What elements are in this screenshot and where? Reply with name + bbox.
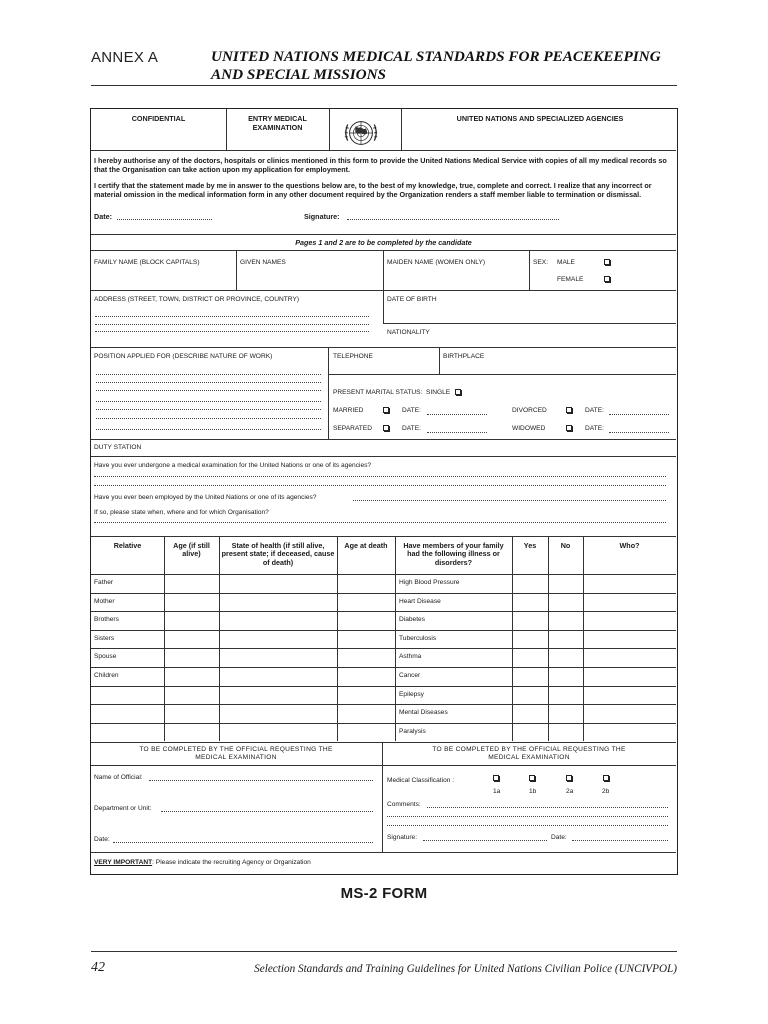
yes-cell[interactable] — [513, 687, 547, 704]
confidential-label: CONFIDENTIAL — [131, 114, 186, 123]
illness-label: Paralysis — [399, 727, 426, 735]
separated-label: SEPARATED — [333, 425, 372, 432]
annex-label: ANNEX A — [91, 49, 159, 66]
comments-line[interactable] — [427, 807, 668, 808]
question-exam: Have you ever undergone a medical examination for the United Nations or one of its agencies? — [94, 462, 372, 469]
authorise-text: I hereby authorise any of the doctors, hospitals or clinics mentioned in this form to provide the United Nations Medical Service with copies of all my medical records so that the Organisation can take action upon my application for employment. — [94, 156, 667, 174]
divider — [329, 109, 330, 150]
divider — [382, 742, 383, 852]
ms-form-title: MS-2 FORM — [340, 885, 428, 902]
illness-label: Epilepsy — [399, 690, 424, 698]
date-right-line[interactable] — [572, 840, 668, 841]
given-names-label: GIVEN NAMES — [240, 259, 286, 266]
table-column-divider — [164, 536, 165, 741]
un-agencies-label: UNITED NATIONS AND SPECIALIZED AGENCIES — [456, 114, 624, 123]
divider — [91, 536, 676, 537]
answer-line[interactable] — [94, 485, 666, 486]
footer-rule — [91, 951, 677, 952]
divider — [91, 290, 676, 291]
relative-label: Spouse — [94, 653, 117, 661]
address-line[interactable] — [95, 324, 369, 325]
no-cell[interactable] — [549, 594, 582, 611]
date-label: Date: — [94, 212, 112, 221]
divider — [91, 234, 676, 235]
no-cell[interactable] — [549, 705, 582, 722]
table-row-divider — [91, 704, 676, 705]
yes-cell[interactable] — [513, 649, 547, 666]
widowed-checkbox[interactable] — [566, 425, 572, 431]
marital-status-label: PRESENT MARITAL STATUS: — [333, 389, 423, 396]
footer-text: Selection Standards and Training Guidelines for United Nations Civilian Police (UNCIVPOL) — [254, 963, 677, 975]
divider — [383, 323, 676, 324]
divider — [91, 852, 676, 853]
question-employed: Have you ever been employed by the United Nations or one of its agencies? — [94, 494, 317, 501]
table-column-divider — [583, 536, 584, 741]
married-label: MARRIED — [333, 407, 364, 414]
yes-cell[interactable] — [513, 631, 547, 648]
relative-label: Sisters — [94, 634, 115, 642]
signature-line[interactable] — [347, 219, 559, 220]
department-line[interactable] — [161, 811, 373, 812]
name-official-label: Name of Official: — [94, 774, 143, 781]
divider — [91, 765, 676, 766]
table-column-divider — [337, 536, 338, 741]
single-label: SINGLE — [426, 389, 451, 396]
divorced-checkbox[interactable] — [566, 407, 572, 413]
female-checkbox[interactable] — [604, 276, 610, 282]
table-header-age: Age (if still alive) — [173, 541, 210, 559]
table-header-no: No — [560, 541, 571, 550]
divider — [236, 250, 237, 290]
illness-label: Tuberculosis — [399, 634, 437, 642]
single-checkbox[interactable] — [455, 389, 461, 395]
divorced-date-line[interactable] — [609, 414, 669, 415]
table-row-divider — [91, 630, 676, 631]
answer-line[interactable] — [353, 500, 666, 501]
medical-form — [90, 108, 678, 875]
address-label: ADDRESS (STREET, TOWN, DISTRICT OR PROVINCE, COUNTRY) — [94, 296, 300, 303]
yes-cell[interactable] — [513, 612, 547, 629]
very-important-text: : Please indicate the recruiting Agency or Organization — [152, 859, 311, 866]
position-line[interactable] — [96, 418, 321, 419]
date-line[interactable] — [117, 219, 212, 220]
no-cell[interactable] — [549, 612, 582, 629]
divider — [439, 347, 440, 374]
class-1b-checkbox[interactable] — [529, 775, 535, 781]
answer-line[interactable] — [94, 522, 666, 523]
address-line[interactable] — [95, 331, 369, 332]
table-row-divider — [91, 648, 676, 649]
relative-label: Father — [94, 579, 114, 586]
relative-label: Children — [94, 672, 119, 679]
yes-cell[interactable] — [513, 594, 547, 611]
table-row-divider — [91, 593, 676, 594]
married-date-line[interactable] — [427, 414, 487, 415]
divider — [91, 439, 676, 440]
sex-label: SEX: — [533, 259, 549, 266]
class-1b-label: 1b — [529, 788, 537, 795]
class-1a-label: 1a — [493, 788, 501, 795]
male-checkbox[interactable] — [604, 259, 610, 265]
date-official-line[interactable] — [113, 842, 373, 843]
signature-official-line[interactable] — [423, 840, 547, 841]
class-2b-checkbox[interactable] — [603, 775, 609, 781]
illness-label: Asthma — [399, 653, 422, 661]
yes-cell[interactable] — [513, 668, 547, 685]
class-1a-checkbox[interactable] — [493, 775, 499, 781]
nationality-label: NATIONALITY — [387, 329, 430, 336]
page-number: 42 — [91, 960, 105, 975]
yes-cell[interactable] — [513, 575, 547, 592]
date-right-label: Date: — [551, 834, 567, 841]
illness-label: Cancer — [399, 672, 421, 679]
illness-label: Mental Diseases — [399, 709, 448, 717]
name-official-line[interactable] — [149, 780, 373, 781]
divider — [91, 742, 676, 743]
divorced-label: DIVORCED — [512, 407, 547, 414]
no-cell[interactable] — [549, 724, 582, 741]
table-row-divider — [91, 686, 676, 687]
table-header-yes: Yes — [523, 541, 537, 550]
table-header-relative: Relative — [113, 541, 142, 550]
position-line[interactable] — [96, 409, 321, 410]
position-line[interactable] — [96, 390, 321, 391]
position-line[interactable] — [96, 374, 321, 375]
entry-exam-label: ENTRY MEDICAL EXAMINATION — [248, 114, 307, 132]
official-left-header: TO BE COMPLETED BY THE OFFICIAL REQUESTING THE MEDICAL EXAMINATION — [139, 746, 333, 761]
table-header-who: Who? — [619, 541, 640, 550]
no-cell[interactable] — [549, 575, 582, 592]
yes-cell[interactable] — [513, 724, 547, 741]
male-label: MALE — [557, 259, 575, 266]
duty-station-label: DUTY STATION — [94, 444, 142, 451]
illness-label: Diabetes — [399, 616, 426, 624]
table-header-divider — [91, 574, 676, 575]
class-2a-checkbox[interactable] — [566, 775, 572, 781]
comments-line[interactable] — [387, 816, 668, 817]
widowed-label: WIDOWED — [512, 425, 546, 432]
very-important-label: VERY IMPORTANT — [94, 859, 153, 866]
question-ifso: If so, please state when, where and for which Organisation? — [94, 509, 269, 516]
widowed-date-label: DATE: — [585, 425, 604, 432]
no-cell[interactable] — [549, 668, 582, 685]
married-date-label: DATE: — [402, 407, 421, 414]
table-row-divider — [91, 667, 676, 668]
table-header-state: State of health (if still alive, present state; if deceased, cause of death) — [221, 541, 335, 567]
comments-label: Comments: — [387, 801, 421, 808]
family-name-label: FAMILY NAME (BLOCK CAPITALS) — [94, 259, 200, 266]
position-line[interactable] — [96, 382, 321, 383]
divider — [328, 374, 676, 375]
separated-date-line[interactable] — [427, 432, 487, 433]
signature-label: Signature: — [304, 212, 340, 221]
no-cell[interactable] — [549, 631, 582, 648]
date-official-label: Date: — [94, 836, 110, 843]
table-header-members: Have members of your family had the following illness or disorders? — [403, 541, 504, 567]
divider — [383, 250, 384, 323]
position-line[interactable] — [96, 401, 321, 402]
female-label: FEMALE — [557, 276, 584, 283]
divorced-date-label: DATE: — [585, 407, 604, 414]
relative-label: Brothers — [94, 616, 119, 624]
widowed-date-line[interactable] — [609, 432, 669, 433]
position-label: POSITION APPLIED FOR (DESCRIBE NATURE OF WORK) — [94, 353, 273, 360]
certify-text: I certify that the statement made by me in answer to the questions below are, to the best of my knowledge, true, complete and correct. I realize that any incorrect or material omission in the medical information form in any other document required by the Organization renders a staff member liable to termination or dismissal. — [94, 181, 652, 199]
very-important-note — [94, 859, 311, 867]
divider — [328, 347, 329, 439]
no-cell[interactable] — [549, 649, 582, 666]
page-title: UNITED NATIONS MEDICAL STANDARDS FOR PEACEKEEPING AND SPECIAL MISSIONS — [211, 48, 661, 83]
medical-class-label: Medical Classification : — [387, 777, 455, 784]
official-right-header: TO BE COMPLETED BY THE OFFICIAL REQUESTING THE MEDICAL EXAMINATION — [432, 746, 626, 761]
class-2a-label: 2a — [566, 788, 574, 795]
separated-date-label: DATE: — [402, 425, 421, 432]
comments-line[interactable] — [387, 825, 668, 826]
pages-note: Pages 1 and 2 are to be completed by the candidate — [295, 238, 472, 247]
divider — [91, 456, 676, 457]
separated-checkbox[interactable] — [383, 425, 389, 431]
divider — [91, 347, 676, 348]
un-emblem-icon — [342, 114, 380, 152]
header-rule — [91, 85, 677, 86]
divider — [529, 250, 530, 290]
signature-official-label: Signature: — [387, 834, 418, 841]
answer-line[interactable] — [94, 476, 666, 477]
telephone-label: TELEPHONE — [333, 353, 373, 360]
position-line[interactable] — [96, 429, 321, 430]
yes-cell[interactable] — [513, 705, 547, 722]
birthplace-label: BIRTHPLACE — [443, 353, 485, 360]
illness-label: High Blood Pressure — [399, 579, 460, 586]
no-cell[interactable] — [549, 687, 582, 704]
table-header-age-death: Age at death — [344, 541, 388, 550]
dob-label: DATE OF BIRTH — [387, 296, 437, 303]
married-checkbox[interactable] — [383, 407, 389, 413]
department-label: Department or Unit: — [94, 805, 152, 812]
class-2b-label: 2b — [602, 788, 610, 795]
illness-label: Heart Disease — [399, 597, 441, 605]
maiden-name-label: MAIDEN NAME (WOMEN ONLY) — [387, 259, 486, 266]
table-row-divider — [91, 611, 676, 612]
table-row-divider — [91, 723, 676, 724]
divider — [91, 150, 676, 151]
relative-label: Mother — [94, 597, 115, 605]
address-line[interactable] — [95, 316, 369, 317]
